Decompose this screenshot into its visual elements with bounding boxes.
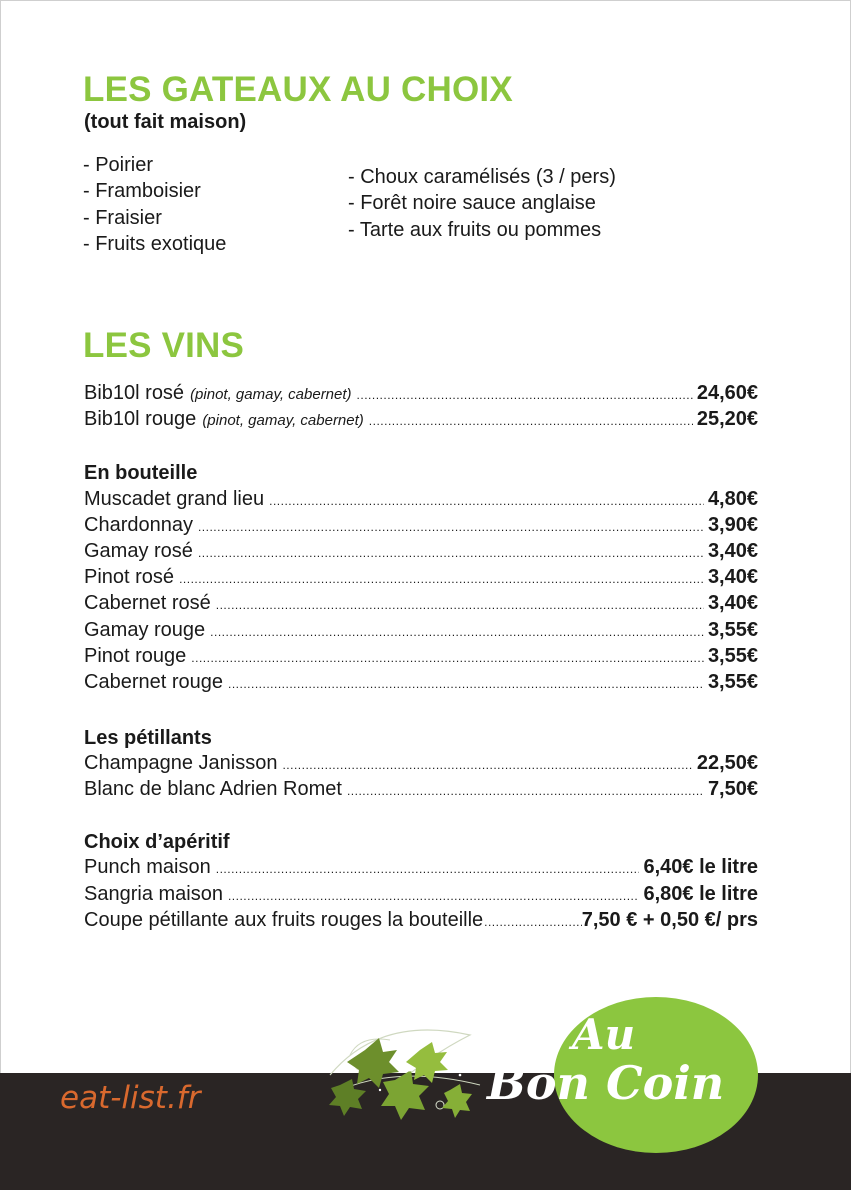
section-heading-bottle: En bouteille — [84, 462, 198, 484]
dot-leader — [228, 677, 704, 691]
item-name: Blanc de blanc Adrien Romet — [84, 778, 342, 800]
item-name: Bib10l rosé — [84, 382, 185, 404]
item-price: 7,50 € + 0,50 €/ prs — [581, 909, 758, 931]
item-price: 22,50€ — [696, 752, 758, 774]
item-name: Cabernet rouge — [84, 671, 223, 693]
dot-leader — [216, 862, 640, 876]
item-note: (pinot, gamay, cabernet) — [202, 412, 364, 429]
dot-leader — [228, 889, 640, 903]
item-name: Pinot rouge — [84, 645, 187, 667]
dot-leader — [198, 546, 704, 560]
item-name: Champagne Janisson — [84, 752, 278, 774]
item-price: 3,55€ — [707, 645, 758, 667]
menu-row — [84, 592, 758, 618]
site-link[interactable]: eat-list.fr — [60, 1080, 201, 1116]
item-price: 3,55€ — [707, 619, 758, 641]
item-price: 7,50€ — [707, 778, 758, 800]
dot-leader — [369, 414, 693, 428]
menu-row — [84, 883, 758, 909]
cake-item: - Poirier — [83, 154, 154, 176]
dot-leader — [282, 758, 692, 772]
cake-item: - Forêt noire sauce anglaise — [348, 192, 596, 215]
dot-leader — [269, 494, 704, 508]
cake-item: - Fruits exotique — [83, 232, 227, 255]
dot-leader — [347, 784, 704, 798]
menu-row — [84, 540, 758, 566]
item-note: (pinot, gamay, cabernet) — [190, 386, 352, 403]
item-name: Pinot rosé — [84, 566, 175, 588]
item-name: Gamay rosé — [84, 540, 193, 562]
item-price: 3,40€ — [707, 592, 758, 614]
item-name: Muscadet grand lieu — [84, 488, 265, 510]
dot-leader — [210, 625, 704, 639]
menu-row — [84, 909, 758, 935]
dot-leader — [198, 520, 704, 534]
dot-leader — [357, 388, 693, 402]
menu-row — [84, 752, 758, 778]
menu-row — [84, 566, 758, 592]
wines-title: LES VINS — [83, 326, 245, 365]
cake-item: - Tarte aux fruits ou pommes — [348, 218, 602, 241]
dot-leader — [179, 572, 704, 586]
cake-item: - Choux caramélisés (3 / pers) — [348, 166, 616, 188]
item-price: 3,90€ — [707, 514, 758, 536]
menu-row-bib-rose — [84, 382, 758, 408]
dot-leader — [191, 651, 704, 665]
logo-text-bon-coin: Bon Coin — [487, 1056, 725, 1110]
logo-text-au: Au — [572, 1010, 636, 1059]
cakes-title: LES GATEAUX AU CHOIX — [83, 70, 513, 109]
menu-row — [84, 671, 758, 697]
dot-leader — [484, 915, 582, 929]
item-name: Bib10l rouge — [84, 408, 197, 430]
menu-row — [84, 856, 758, 882]
cake-list-right — [348, 164, 616, 243]
cake-list-left — [83, 152, 226, 257]
menu-row — [84, 488, 758, 514]
section-heading-aperitif: Choix d’apéritif — [84, 831, 230, 853]
cake-item: - Framboisier — [83, 180, 201, 203]
cake-item: - Fraisier — [83, 206, 162, 229]
item-name: Chardonnay — [84, 514, 193, 536]
item-name: Cabernet rosé — [84, 592, 211, 614]
item-name: Gamay rouge — [84, 619, 206, 641]
menu-row — [84, 619, 758, 645]
menu-row — [84, 645, 758, 671]
item-price: 3,40€ — [707, 566, 758, 588]
dot-leader — [216, 598, 704, 612]
item-name: Punch maison — [84, 856, 211, 878]
item-price: 3,40€ — [707, 540, 758, 562]
item-price: 25,20€ — [696, 408, 758, 430]
item-price: 6,40€ le litre — [643, 856, 758, 878]
menu-row-bib-rouge — [84, 408, 758, 434]
item-name: Coupe pétillante aux fruits rouges la bouteille — [84, 909, 484, 931]
menu-row — [84, 514, 758, 540]
menu-row — [84, 778, 758, 804]
item-name: Sangria maison — [84, 883, 223, 905]
item-price: 3,55€ — [707, 671, 758, 693]
section-heading-sparkling: Les pétillants — [84, 727, 212, 749]
item-price: 24,60€ — [696, 382, 758, 404]
vine-leaves-icon — [329, 1030, 480, 1120]
item-price: 4,80€ — [707, 488, 758, 510]
cakes-subtitle: (tout fait maison) — [84, 111, 247, 133]
item-price: 6,80€ le litre — [643, 883, 758, 905]
